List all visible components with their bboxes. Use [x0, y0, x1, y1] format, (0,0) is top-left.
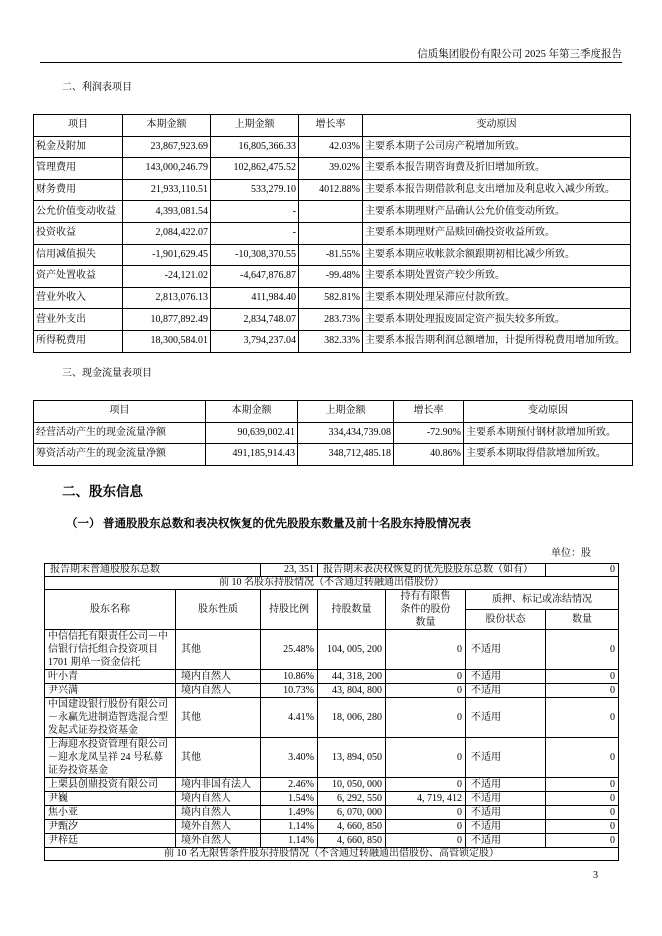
restricted-shares-cell: 0 — [386, 630, 466, 670]
shareholder-nature-cell: 境内自然人 — [176, 792, 261, 806]
change-reason-cell: 主要系本期理财产品确认公允价值变动所致。 — [363, 201, 631, 223]
pledge-status-cell: 不适用 — [466, 738, 546, 778]
col-header-restricted: 持有有限售条件的股份数量 — [386, 590, 466, 630]
col-header-reason: 变动原因 — [363, 115, 631, 137]
restricted-shares-cell: 0 — [386, 778, 466, 792]
top10-title-row — [45, 577, 619, 590]
restricted-shares-cell: 0 — [386, 684, 466, 698]
pledge-status-cell: 不适用 — [466, 792, 546, 806]
growth-rate-cell: -81.55% — [299, 244, 363, 266]
shareholder-table-row — [45, 834, 619, 848]
shares-held-cell: 104, 005, 200 — [318, 630, 386, 670]
previous-amount-cell: - — [211, 222, 299, 244]
growth-rate-cell: 39.02% — [299, 158, 363, 180]
item-cell: 资产处置收益 — [34, 266, 123, 288]
top10-title: 前 10 名股东持股情况（不含通过转融通出借股份） — [45, 577, 619, 590]
shares-held-cell: 43, 804, 800 — [318, 684, 386, 698]
col-header-previous: 上期金额 — [211, 115, 299, 137]
item-cell: 财务费用 — [34, 179, 123, 201]
pledge-status-cell: 不适用 — [466, 834, 546, 848]
shareholder-name-cell: 尹梓廷 — [45, 834, 176, 848]
shareholder-table-row — [45, 778, 619, 792]
preferred-holders-label: 报告期末表决权恢复的优先股股东总数（如有） — [318, 564, 546, 577]
growth-rate-cell: 582.81% — [299, 287, 363, 309]
current-amount-cell: 143,000,246.79 — [123, 158, 211, 180]
holding-ratio-cell: 1.14% — [261, 820, 318, 834]
pledged-quantity-cell: 0 — [546, 806, 619, 820]
unit-label: 单位：股 — [551, 548, 591, 559]
profit-table-row — [34, 244, 631, 266]
pledged-quantity-cell: 0 — [546, 778, 619, 792]
shareholder-table-row — [45, 806, 619, 820]
col-header-current: 本期金额 — [123, 115, 211, 137]
previous-amount-cell: 348,712,485.18 — [298, 444, 394, 466]
current-amount-cell: 21,933,110.51 — [123, 179, 211, 201]
cashflow-table — [33, 400, 633, 466]
shareholder-name-cell: 焦小亚 — [45, 806, 176, 820]
restricted-shares-cell: 0 — [386, 670, 466, 684]
shareholder-name-cell: 尹甄汐 — [45, 820, 176, 834]
shareholder-nature-cell: 境外自然人 — [176, 834, 261, 848]
growth-rate-cell: -72.90% — [394, 422, 464, 444]
restricted-shares-cell: 0 — [386, 820, 466, 834]
shares-held-cell: 10, 050, 000 — [318, 778, 386, 792]
current-amount-cell: 90,639,002.41 — [206, 422, 298, 444]
cashflow-table-row — [34, 444, 633, 466]
item-cell: 税金及附加 — [34, 136, 123, 158]
growth-rate-cell: -99.48% — [299, 266, 363, 288]
col-header-nature: 股东性质 — [176, 590, 261, 630]
previous-amount-cell: 533,279.10 — [211, 179, 299, 201]
current-amount-cell: 23,867,923.69 — [123, 136, 211, 158]
pledge-status-cell: 不适用 — [466, 630, 546, 670]
profit-table-header — [34, 115, 631, 137]
cashflow-table-row — [34, 422, 633, 444]
subsection-number: （一） — [66, 518, 101, 530]
current-amount-cell: 18,300,584.01 — [123, 330, 211, 352]
holding-ratio-cell: 10.86% — [261, 670, 318, 684]
top10-unrestricted-title-row — [45, 848, 619, 861]
shareholder-name-cell: 上栗县创鼎投资有限公司 — [45, 778, 176, 792]
shares-held-cell: 6, 292, 550 — [318, 792, 386, 806]
item-cell: 营业外支出 — [34, 309, 123, 331]
col-header-pledge-group: 质押、标记或冻结情况 — [466, 590, 619, 610]
shareholder-table-row — [45, 738, 619, 778]
header-divider — [40, 62, 622, 63]
change-reason-cell: 主要系本期处理报废固定资产损失较多所致。 — [363, 309, 631, 331]
pledged-quantity-cell: 0 — [546, 670, 619, 684]
profit-table-row — [34, 201, 631, 223]
pledge-status-cell: 不适用 — [466, 684, 546, 698]
report-header-title: 信质集团股份有限公司 2025 年第三季度报告 — [417, 49, 622, 60]
col-header-pledged: 数量 — [546, 610, 619, 630]
pledge-status-cell: 不适用 — [466, 670, 546, 684]
summary-row — [45, 564, 619, 577]
top10-unrestricted-title: 前 10 名无限售条件股东持股情况（不含通过转融通出借股份、高管锁定股） — [45, 848, 619, 861]
holding-ratio-cell: 10.73% — [261, 684, 318, 698]
shareholder-name-cell: 上海迎水投资管理有限公司－迎水龙凤呈祥 24 号私募证券投资基金 — [45, 738, 176, 778]
previous-amount-cell: 16,805,366.33 — [211, 136, 299, 158]
col-header-name: 股东名称 — [45, 590, 176, 630]
holding-ratio-cell: 25.48% — [261, 630, 318, 670]
shareholder-table-header — [45, 590, 619, 610]
previous-amount-cell: 411,984.40 — [211, 287, 299, 309]
pledged-quantity-cell: 0 — [546, 738, 619, 778]
current-amount-cell: 10,877,892.49 — [123, 309, 211, 331]
restricted-shares-cell: 0 — [386, 738, 466, 778]
holding-ratio-cell: 3.40% — [261, 738, 318, 778]
profit-table — [33, 114, 631, 353]
preferred-holders-value: 0 — [546, 564, 619, 577]
change-reason-cell: 主要系本期取得借款增加所致。 — [464, 444, 633, 466]
change-reason-cell: 主要系本报告期咨询费及折旧增加所致。 — [363, 158, 631, 180]
col-header-growth: 增长率 — [299, 115, 363, 137]
shareholder-nature-cell: 境内自然人 — [176, 684, 261, 698]
shareholder-table-row — [45, 820, 619, 834]
pledge-status-cell: 不适用 — [466, 778, 546, 792]
item-cell: 筹资活动产生的现金流量净额 — [34, 444, 206, 466]
shareholder-name-cell: 中国建设银行股份有限公司－永赢先进制造智选混合型发起式证券投资基金 — [45, 698, 176, 738]
current-amount-cell: -24,121.02 — [123, 266, 211, 288]
previous-amount-cell: 102,862,475.52 — [211, 158, 299, 180]
pledged-quantity-cell: 0 — [546, 684, 619, 698]
shares-held-cell: 18, 006, 280 — [318, 698, 386, 738]
current-amount-cell: 2,084,422.07 — [123, 222, 211, 244]
pledged-quantity-cell: 0 — [546, 698, 619, 738]
col-header-previous: 上期金额 — [298, 401, 394, 423]
shareholder-table-row — [45, 684, 619, 698]
previous-amount-cell: 2,834,748.07 — [211, 309, 299, 331]
shareholder-section-title: 二、股东信息 — [62, 484, 143, 499]
shares-held-cell: 13, 894, 050 — [318, 738, 386, 778]
change-reason-cell: 主要系本期处理呆滞应付款所致。 — [363, 287, 631, 309]
common-holders-value: 23, 351 — [261, 564, 318, 577]
change-reason-cell: 主要系本报告期借款利息支出增加及利息收入减少所致。 — [363, 179, 631, 201]
col-header-growth: 增长率 — [394, 401, 464, 423]
shareholder-nature-cell: 其他 — [176, 630, 261, 670]
col-header-status: 股份状态 — [466, 610, 546, 630]
cashflow-table-header — [34, 401, 633, 423]
col-header-reason: 变动原因 — [464, 401, 633, 423]
pledged-quantity-cell: 0 — [546, 834, 619, 848]
holding-ratio-cell: 1.54% — [261, 792, 318, 806]
profit-table-row — [34, 266, 631, 288]
profit-table-row — [34, 330, 631, 352]
previous-amount-cell: -4,647,876.87 — [211, 266, 299, 288]
pledge-status-cell: 不适用 — [466, 698, 546, 738]
growth-rate-cell — [299, 222, 363, 244]
change-reason-cell: 主要系本期预付钢材款增加所致。 — [464, 422, 633, 444]
col-header-ratio: 持股比例 — [261, 590, 318, 630]
shareholder-nature-cell: 境内自然人 — [176, 670, 261, 684]
holding-ratio-cell: 2.46% — [261, 778, 318, 792]
growth-rate-cell: 40.86% — [394, 444, 464, 466]
pledged-quantity-cell: 0 — [546, 630, 619, 670]
shares-held-cell: 44, 318, 200 — [318, 670, 386, 684]
shareholder-name-cell: 尹巍 — [45, 792, 176, 806]
profit-table-row — [34, 136, 631, 158]
col-header-item: 项目 — [34, 401, 206, 423]
item-cell: 所得税费用 — [34, 330, 123, 352]
subsection-title: 普通股股东总数和表决权恢复的优先股股东数量及前十名股东持股情况表 — [103, 518, 471, 530]
growth-rate-cell: 4012.88% — [299, 179, 363, 201]
growth-rate-cell — [299, 201, 363, 223]
profit-section-title: 二、利润表项目 — [62, 82, 132, 93]
shareholder-nature-cell: 境内非国有法人 — [176, 778, 261, 792]
restricted-shares-cell: 0 — [386, 806, 466, 820]
growth-rate-cell: 382.33% — [299, 330, 363, 352]
restricted-shares-cell: 4, 719, 412 — [386, 792, 466, 806]
shareholder-nature-cell: 境内自然人 — [176, 806, 261, 820]
holding-ratio-cell: 1.49% — [261, 806, 318, 820]
col-header-shares: 持股数量 — [318, 590, 386, 630]
previous-amount-cell: 3,794,237.04 — [211, 330, 299, 352]
change-reason-cell: 主要系本报告期利润总额增加，计提所得税费用增加所致。 — [363, 330, 631, 352]
pledge-status-cell: 不适用 — [466, 806, 546, 820]
change-reason-cell: 主要系本期理财产品赎回确投资收益所致。 — [363, 222, 631, 244]
previous-amount-cell: - — [211, 201, 299, 223]
growth-rate-cell: 283.73% — [299, 309, 363, 331]
shareholder-table-row — [45, 698, 619, 738]
item-cell: 公允价值变动收益 — [34, 201, 123, 223]
shareholder-nature-cell: 其他 — [176, 698, 261, 738]
current-amount-cell: 2,813,076.13 — [123, 287, 211, 309]
col-header-item: 项目 — [34, 115, 123, 137]
restricted-shares-cell: 0 — [386, 834, 466, 848]
shareholder-nature-cell: 其他 — [176, 738, 261, 778]
previous-amount-cell: 334,434,739.08 — [298, 422, 394, 444]
item-cell: 信用减值损失 — [34, 244, 123, 266]
item-cell: 营业外收入 — [34, 287, 123, 309]
profit-table-row — [34, 179, 631, 201]
growth-rate-cell: 42.03% — [299, 136, 363, 158]
shareholder-nature-cell: 境外自然人 — [176, 820, 261, 834]
profit-table-row — [34, 287, 631, 309]
shareholder-table — [44, 563, 619, 861]
shareholder-name-cell: 中信信托有限责任公司－中信银行信托组合投资项目 1701 期单一资金信托 — [45, 630, 176, 670]
shareholder-table-row — [45, 630, 619, 670]
profit-table-row — [34, 158, 631, 180]
restricted-shares-cell: 0 — [386, 698, 466, 738]
item-cell: 管理费用 — [34, 158, 123, 180]
col-header-current: 本期金额 — [206, 401, 298, 423]
item-cell: 经营活动产生的现金流量净额 — [34, 422, 206, 444]
page-number: 3 — [593, 870, 598, 881]
common-holders-label: 报告期末普通股股东总数 — [45, 564, 261, 577]
change-reason-cell: 主要系本期子公司房产税增加所致。 — [363, 136, 631, 158]
change-reason-cell: 主要系本期应收帐款余额跟期初相比减少所致。 — [363, 244, 631, 266]
current-amount-cell: 491,185,914.43 — [206, 444, 298, 466]
shareholder-table-row — [45, 670, 619, 684]
shareholder-name-cell: 叶小青 — [45, 670, 176, 684]
shares-held-cell: 4, 660, 850 — [318, 820, 386, 834]
current-amount-cell: -1,901,629.45 — [123, 244, 211, 266]
pledged-quantity-cell: 0 — [546, 792, 619, 806]
shareholder-table-row — [45, 792, 619, 806]
profit-table-row — [34, 309, 631, 331]
shares-held-cell: 4, 660, 850 — [318, 834, 386, 848]
holding-ratio-cell: 1.14% — [261, 834, 318, 848]
shareholder-name-cell: 尹兴满 — [45, 684, 176, 698]
previous-amount-cell: -10,308,370.55 — [211, 244, 299, 266]
profit-table-row — [34, 222, 631, 244]
item-cell: 投资收益 — [34, 222, 123, 244]
change-reason-cell: 主要系本期处置资产较少所致。 — [363, 266, 631, 288]
current-amount-cell: 4,393,081.54 — [123, 201, 211, 223]
holding-ratio-cell: 4.41% — [261, 698, 318, 738]
pledge-status-cell: 不适用 — [466, 820, 546, 834]
shares-held-cell: 6, 070, 000 — [318, 806, 386, 820]
cashflow-section-title: 三、现金流量表项目 — [62, 368, 152, 379]
pledged-quantity-cell: 0 — [546, 820, 619, 834]
